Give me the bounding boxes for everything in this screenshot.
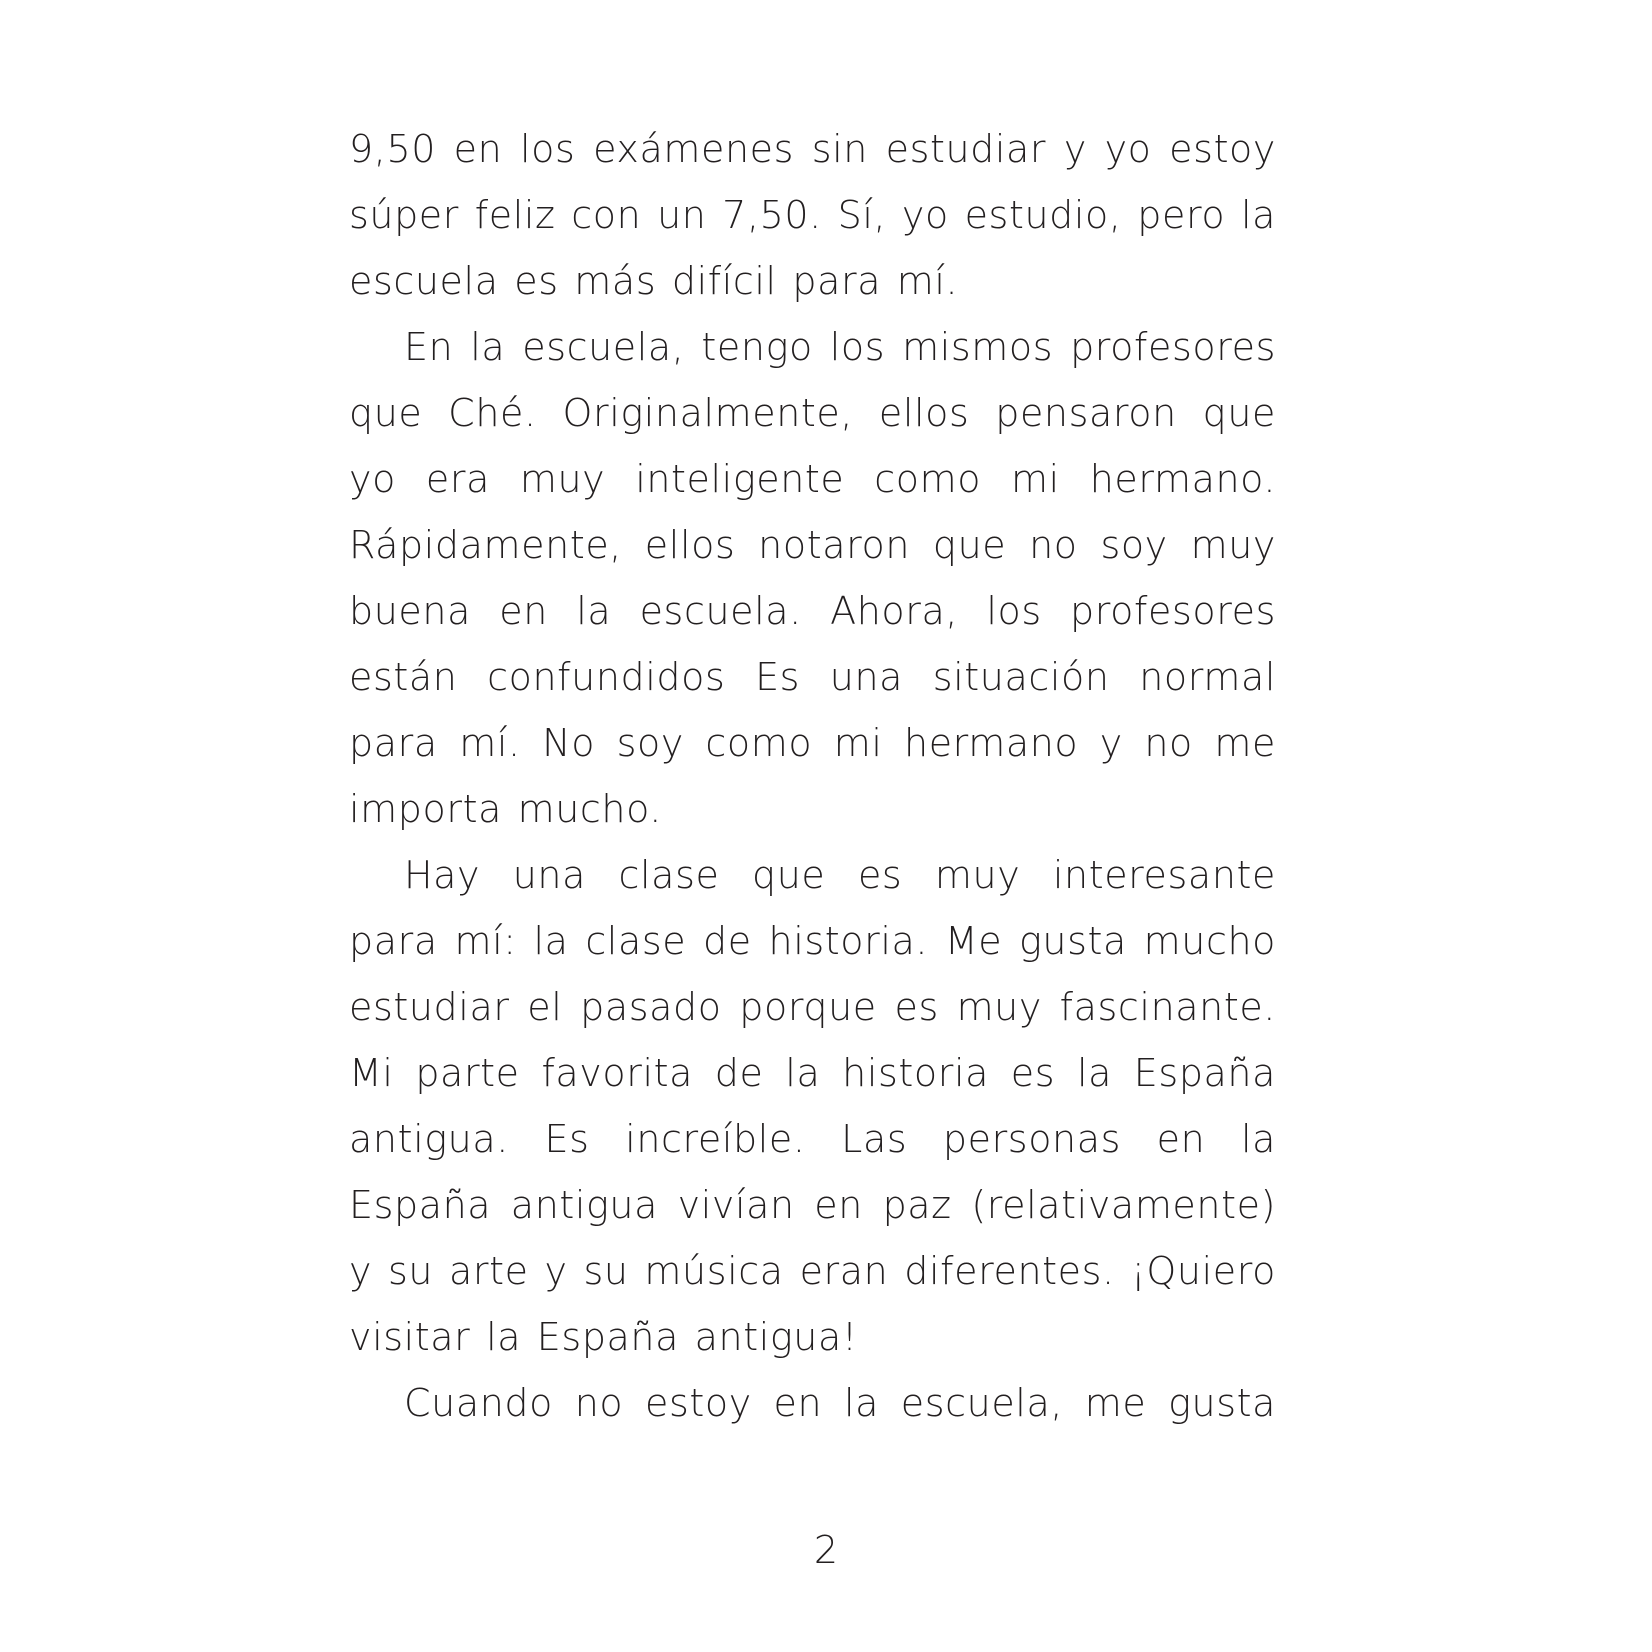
text-line: buena en la escuela. Ahora, los profesores: [349, 589, 1276, 633]
text-line: visitar la España antigua!: [349, 1315, 858, 1359]
text-line: Mi parte favorita de la historia es la España: [349, 1051, 1276, 1095]
text-line: antigua. Es increíble. Las personas en la: [349, 1117, 1276, 1161]
body-text: [349, 116, 1276, 1436]
page-number: 2: [813, 1528, 839, 1572]
text-line: importa mucho.: [349, 787, 662, 831]
text-line: escuela es más difícil para mí.: [349, 259, 959, 303]
text-line: En la escuela, tengo los mismos profesores: [404, 325, 1276, 369]
text-line: están confundidos Es una situación normal: [349, 655, 1276, 699]
text-line: yo era muy inteligente como mi hermano.: [349, 457, 1276, 501]
text-line: para mí. No soy como mi hermano y no me: [349, 721, 1276, 765]
text-line: para mí: la clase de historia. Me gusta mucho: [349, 919, 1276, 963]
text-line: Cuando no estoy en la escuela, me gusta: [404, 1381, 1276, 1425]
text-line: 9,50 en los exámenes sin estudiar y yo estoy: [349, 127, 1276, 171]
text-line: España antigua vivían en paz (relativamente): [349, 1183, 1276, 1227]
text-line: que Ché. Originalmente, ellos pensaron que: [349, 391, 1276, 435]
text-line: Hay una clase que es muy interesante: [404, 853, 1276, 897]
text-line: Rápidamente, ellos notaron que no soy muy: [349, 523, 1276, 567]
text-line: y su arte y su música eran diferentes. ¡Quiero: [349, 1249, 1276, 1293]
text-line: súper feliz con un 7,50. Sí, yo estudio, pero la: [349, 193, 1276, 237]
text-line: estudiar el pasado porque es muy fascinante.: [349, 985, 1276, 1029]
